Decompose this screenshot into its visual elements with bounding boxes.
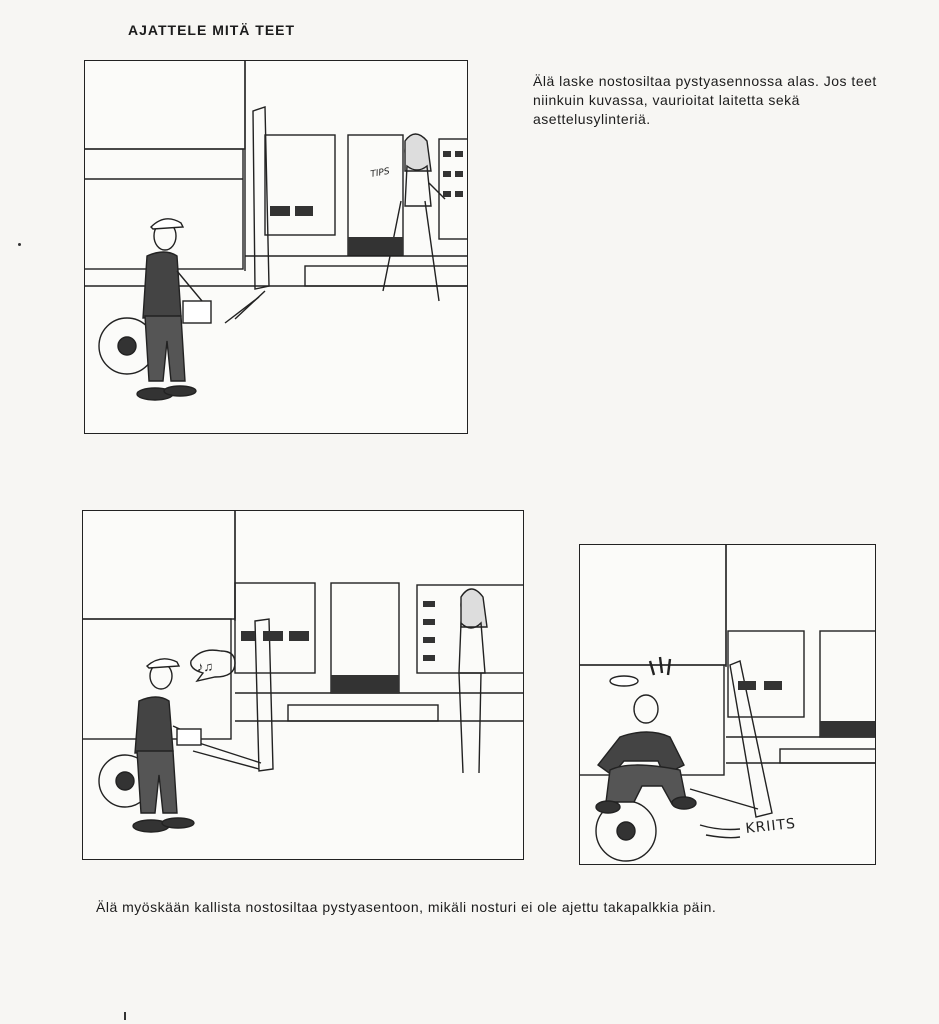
panel-1-drawing	[85, 61, 468, 434]
truck-cargo-box	[83, 511, 235, 619]
page-title: AJATTELE MITÄ TEET	[128, 22, 296, 38]
caption-bottom: Älä myöskään kallista nostosiltaa pystyasentoon, mikäli nosturi ei ole ajettu takapalkkia päin.	[96, 899, 717, 915]
shop-sign-text: TIPS	[369, 166, 391, 180]
truck-cargo-box	[85, 61, 245, 149]
caption-top: Älä laske nostosiltaa pystyasennossa alas. Jos teet niinkuin kuvassa, vaurioitat laitetta sekä asettelusylinteriä.	[533, 73, 877, 127]
print-speck	[18, 243, 21, 246]
panel-2-illustration	[82, 510, 524, 860]
panel-1-illustration	[84, 60, 468, 434]
surprise-marks	[650, 657, 670, 675]
music-note-icon: ♪♫	[197, 659, 214, 674]
shop-window	[235, 583, 315, 673]
worker-head	[634, 695, 658, 723]
sound-effect-text: KRIITS	[744, 815, 797, 837]
print-speck	[124, 1012, 126, 1020]
shop-window	[265, 135, 335, 235]
lift-platform	[255, 619, 273, 771]
panel-3-drawing	[580, 545, 876, 865]
panel-2-drawing	[83, 511, 524, 860]
shop-window	[728, 631, 804, 717]
truck-cargo-box	[580, 545, 726, 665]
flying-cap	[610, 676, 638, 686]
panel-3-illustration	[579, 544, 876, 865]
